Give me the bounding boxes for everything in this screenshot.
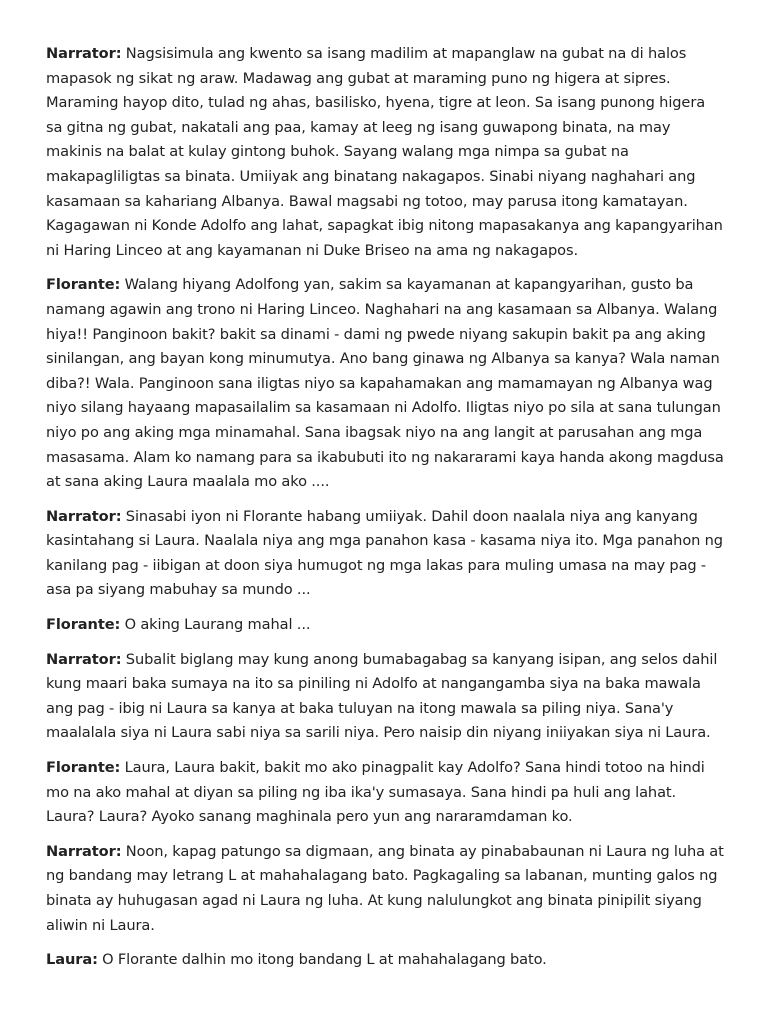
dialogue-text: Nagsisimula ang kwento sa isang madilim at mapanglaw na gubat na di halos mapasok ng sikat ng araw. Madawag ang gubat at maraming puno ng higera at sipres. Maraming hayop dito, tulad ng ahas, basilisko, hyena, tigre at leon. Sa isang punong higera sa gitna ng gubat, nakatali ang paa, kamay at leeg ng isang guwapong binata, na may makinis na balat at kulay gintong buhok. Sayang walang mga nimpa sa gubat na makapagliligtas sa binata. Umiiyak ang binatang nakagapos. Sinabi niyang naghahari ang kasamaan sa kahariang Albanya. Bawal magsabi ng totoo, may parusa itong kamatayan. Kagagawan ni Konde Adolfo ang lahat, sapagkat ibig nitong mapasakanya ang kapangyarihan ni Haring Linceo at ang kayamanan ni Duke Briseo na ama ng nakagapos. (46, 45, 723, 259)
script-paragraph (46, 42, 724, 263)
dialogue-text: Subalit biglang may kung anong bumabagabag sa kanyang isipan, ang selos dahil kung maari baka sumaya na ito sa piniling ni Adolfo at nangangamba siya na baka mawala ang pag - ibig ni Laura sa kanya at baka tuluyan na itong mawala sa piling niya. Sana'y maalalala siya ni Laura sabi niya sa sarili niya. Pero naisip din niyang iniiyakan siya ni Laura. (46, 650, 718, 742)
speaker-name: Laura: (46, 951, 98, 969)
dialogue-text: O aking Laurang mahal ... (120, 616, 311, 634)
speaker-name: Narrator: (46, 45, 122, 62)
dialogue-text: Laura, Laura bakit, bakit mo ako pinagpalit kay Adolfo? Sana hindi totoo na hindi mo na ako mahal at diyan sa piling ng iba ika'y sumasaya. Sana hindi pa huli ang lahat. Laura? Laura? Ayoko sanang maghinala pero yun ang nararamdaman ko. (46, 759, 705, 826)
dialogue-text: Walang hiyang Adolfong yan, sakim sa kayamanan at kapangyarihan, gusto ba namang agawin ang trono ni Haring Linceo. Naghahari na ang kasamaan sa Albanya. Walang hiya!! Panginoon bakit? bakit sa dinami - dami ng pwede niyang sakupin bakit pa ang aking sinilangan, ang bayan kong minumutya. Ano bang ginawa ng Albanya sa kanya? Wala naman diba?! Wala. Panginoon sana iligtas niyo sa kapahamakan ang mamamayan ng Albanya wag niyo silang hayaang mapasailalim sa kasamaan ni Adolfo. Iligtas niyo po sila at sana tulungan niyo po ang aking mga minamahal. Sana ibagsak niyo na ang langit at parusahan ang mga masasama. Alam ko namang para sa ikabubuti ito ng nakararami kaya handa akong magdusa at sana aking Laura maalala mo ako .... (46, 276, 724, 491)
script-paragraph (46, 948, 724, 973)
script-paragraph (46, 648, 724, 746)
dialogue-text: O Florante dalhin mo itong bandang L at mahahalagang bato. (97, 951, 547, 969)
speaker-name: Florante: (46, 616, 121, 634)
script-paragraph (46, 505, 724, 603)
speaker-name: Narrator: (46, 507, 122, 525)
dialogue-text: Noon, kapag patungo sa digmaan, ang binata ay pinababaunan ni Laura ng luha at ng bandang may letrang L at mahahalagang bato. Pagkagaling sa labanan, munting galos ng binata ay huhugasan agad ni Laura ng luha. At kung nalulungkot ang binata pinipilit siyang aliwin ni Laura. (46, 842, 724, 934)
speaker-name: Narrator: (46, 650, 122, 668)
script-paragraph (46, 613, 724, 638)
script-paragraph (46, 840, 724, 938)
speaker-name: Narrator: (46, 842, 122, 860)
speaker-name: Florante: (46, 276, 121, 294)
speaker-name: Florante: (46, 759, 121, 777)
script-paragraph (46, 756, 724, 830)
dialogue-text: Sinasabi iyon ni Florante habang umiiyak. Dahil doon naalala niya ang kanyang kasintahang si Laura. Naalala niya ang mga panahon kasa - kasama niya ito. Mga panahon ng kanilang pag - iibigan at doon siya humugot ng mga lakas para muling umasa na may pag - asa pa siyang mabuhay sa mundo ... (46, 507, 723, 599)
script-paragraph (46, 273, 724, 494)
